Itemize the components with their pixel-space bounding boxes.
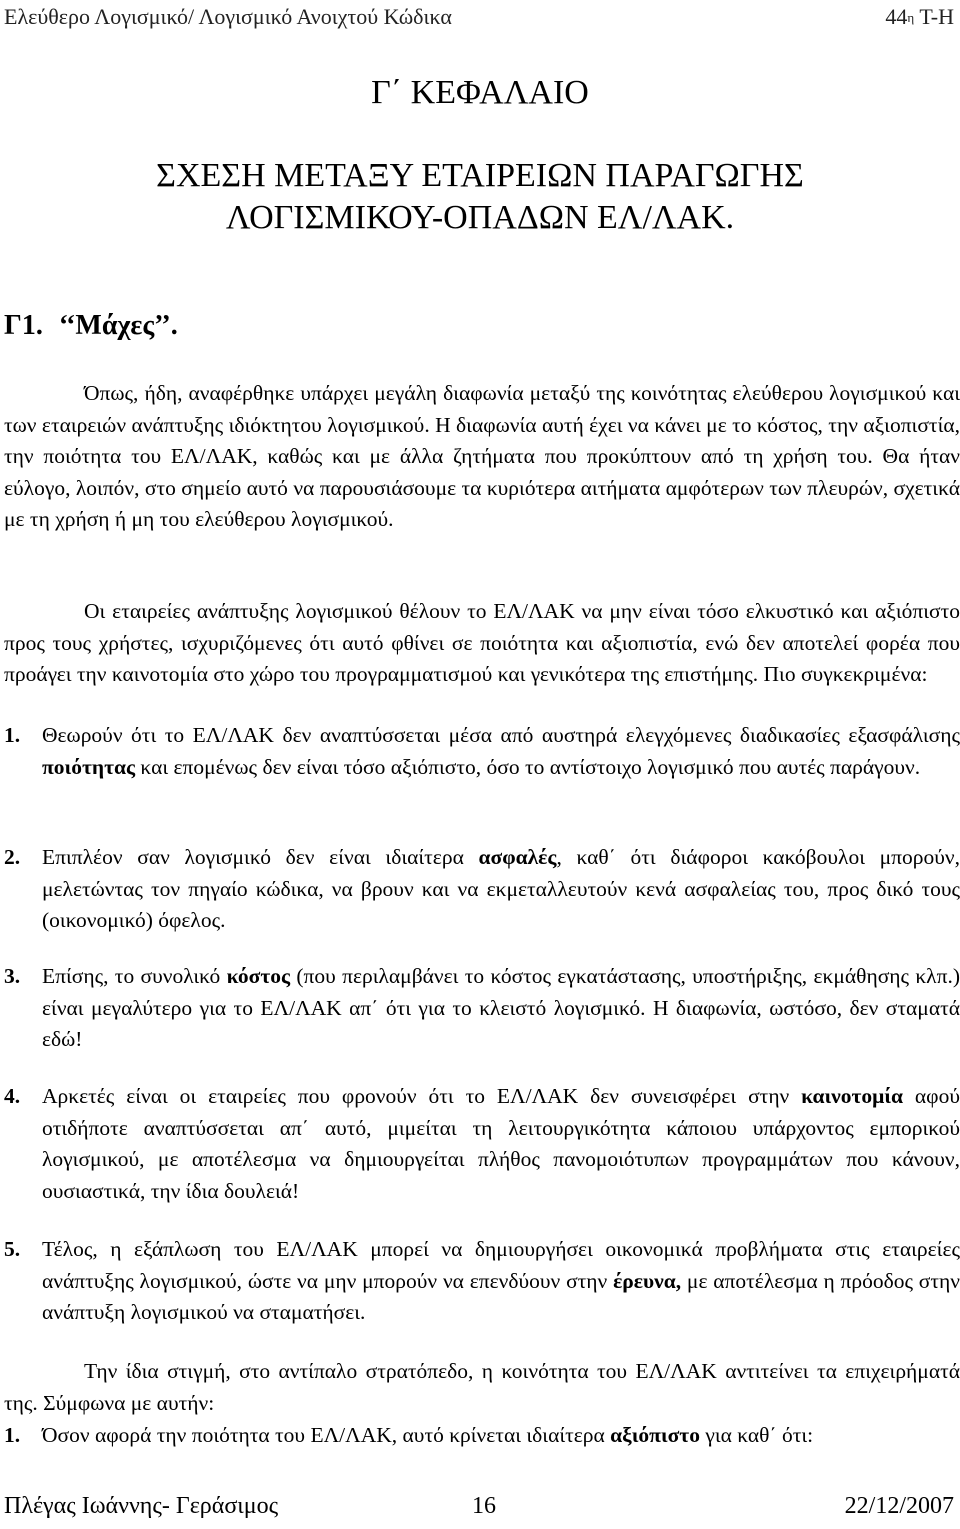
list-item-text-end: , καθ΄ ότι διάφοροι κακόβουλοι μπορούν, μελετώντας τον πηγαίο κώδικα, να βρουν και να εκμεταλλευτούν κενά ασφαλείας του, προς δικό τους (οικονομικό) όφελος.	[42, 845, 960, 932]
footer-author: Πλέγας Ιωάννης- Γεράσιμος	[4, 1493, 279, 1519]
footer-page-number: 16	[472, 1493, 496, 1519]
list-item-keyword: ασφαλές	[478, 845, 557, 869]
list-item	[4, 720, 960, 783]
section-number: Γ1.	[4, 310, 43, 341]
page-header	[4, 4, 954, 36]
list-item-text-end: με αποτέλεσμα η πρόοδος στην ανάπτυξη λογισμικού να σταματήσει.	[42, 1268, 960, 1324]
list-item	[4, 1420, 960, 1452]
list-item-text: Τέλος, η εξάπλωση του ΕΛ/ΛΑΚ μπορεί να δημιουργήσει οικονομικά προβλήματα στις εταιρείες ανάπτυξης λογισμικού, ώστε να μην μπορούν να επενδύουν στην	[42, 1237, 960, 1293]
list-item-keyword: ποιότητας	[42, 754, 136, 779]
paragraph-intro: Όπως, ήδη, αναφέρθηκε υπάρχει μεγάλη διαφωνία μεταξύ της κοινότητας ελεύθερου λογισμικού και των εταιρειών ανάπτυξης ιδιόκτητου λογισμικού. Η διαφωνία αυτή έχει να κάνει με το κόστος, την αξιοπιστία, την ποιότητα του ΕΛ/ΛΑΚ, καθώς και με άλλα ζητήματα που προκύπτουν από τη χρήση του. Θα ήταν εύλογο, λοιπόν, στο σημείο αυτό να παρουσιάσουμε τα κυριότερα αιτήματα αμφότερων των πλευρών, σχετικά με τη χρήση ή μη του ελεύθερου λογισμικού.	[4, 381, 960, 531]
list-item-text: Επίσης, το συνολικό	[42, 964, 227, 988]
header-group-suffix: Τ-Η	[914, 4, 954, 29]
list-item-number: 1.	[4, 723, 21, 747]
chapter-title-line-1: ΣΧΕΣΗ ΜΕΤΑΞΥ ΕΤΑΙΡΕΙΩΝ ΠΑΡΑΓΩΓΗΣ	[156, 157, 804, 194]
list-item-number: 3.	[4, 964, 21, 988]
paragraph-companies: Οι εταιρείες ανάπτυξης λογισμικού θέλουν το ΕΛ/ΛΑΚ να μην είναι τόσο ελκυστικό και αξιόπιστο προς τους χρήστες, ισχυριζόμενες ότι αυτό φθίνει σε ποιότητα και αξιοπιστία, ενώ δεν αποτελεί φορέα που προάγει την καινοτομία στο χώρο του προγραμματισμού και γενικότερα της επιστήμης. Πιο συγκεκριμένα:	[4, 599, 960, 686]
header-course-title: Ελεύθερο Λογισμικό/ Λογισμικό Ανοιχτού Κώδικα	[4, 4, 452, 29]
header-group-ordinal: η	[907, 10, 915, 25]
list-item-text: Επιπλέον σαν λογισμικό δεν είναι ιδιαίτερα	[42, 845, 479, 869]
list-item-text-end: αφού οτιδήποτε αναπτύσσεται απ΄ αυτό, μιμείται τη λειτουργικότητα κάποιου υπάρχοντος εμπορικού λογισμικού, με αποτέλεσμα να δημιουργείται πλήθος πανομοιότυπων προγραμμάτων που κάνουν, ουσιαστικά, την ίδια δουλειά!	[42, 1084, 960, 1203]
list-item-keyword: αξιόπιστο	[610, 1423, 700, 1447]
page-footer	[4, 1493, 954, 1525]
list-item-text-end: και επομένως δεν είναι τόσο αξιόπιστο, όσο το αντίστοιχο λογισμικό που αυτές παράγουν.	[135, 754, 921, 779]
chapter-heading: Γ΄ ΚΕΦΑΛΑΙΟ	[371, 74, 589, 111]
list-item-text-end: για καθ΄ ότι:	[699, 1423, 814, 1447]
list-item	[4, 1234, 960, 1329]
list-item-keyword: έρευνα,	[613, 1268, 682, 1293]
list-item	[4, 842, 960, 937]
list-item-number: 4.	[4, 1084, 21, 1108]
footer-date: 22/12/2007	[844, 1493, 954, 1519]
list-item-text-end: (που περιλαμβάνει το κόστος εγκατάστασης, υποστήριξης, εκμάθησης κλπ.) είναι μεγαλύτερο για το ΕΛ/ΛΑΚ απ΄ ότι για το κλειστό λογισμικό. Η διαφωνία, ωστόσο, δεν σταματά εδώ!	[42, 964, 960, 1051]
section-title: ‘‘Μάχες’’.	[58, 310, 178, 341]
list-item-number: 5.	[4, 1237, 21, 1261]
section-heading	[4, 310, 178, 342]
list-item-text: Αρκετές είναι οι εταιρείες που φρονούν ότι το ΕΛ/ΛΑΚ δεν συνεισφέρει στην	[42, 1084, 802, 1108]
list-item-keyword: κόστος	[226, 964, 291, 988]
list-item-number: 2.	[4, 845, 21, 869]
list-item-keyword: καινοτομία	[801, 1084, 904, 1108]
list-item-text: Θεωρούν ότι το ΕΛ/ΛΑΚ δεν αναπτύσσεται μέσα από αυστηρά ελεγχόμενες διαδικασίες εξασφάλισης	[42, 723, 960, 747]
header-group-code	[885, 4, 954, 30]
list-item-number: 1.	[4, 1423, 21, 1447]
paragraph-community: Την ίδια στιγμή, στο αντίπαλο στρατόπεδο, η κοινότητα του ΕΛ/ΛΑΚ αντιτείνει τα επιχειρήματά της. Σύμφωνα με αυτήν:	[4, 1359, 960, 1415]
list-item-text: Όσον αφορά την ποιότητα του ΕΛ/ΛΑΚ, αυτό κρίνεται ιδιαίτερα	[42, 1423, 611, 1447]
chapter-title	[0, 155, 960, 239]
list-item	[4, 961, 960, 1056]
list-item	[4, 1081, 960, 1207]
header-group-number: 44	[885, 4, 908, 29]
chapter-title-line-2: ΛΟΓΙΣΜΙΚΟΥ-ΟΠΑΔΩΝ ΕΛ/ΛΑΚ.	[225, 199, 735, 236]
